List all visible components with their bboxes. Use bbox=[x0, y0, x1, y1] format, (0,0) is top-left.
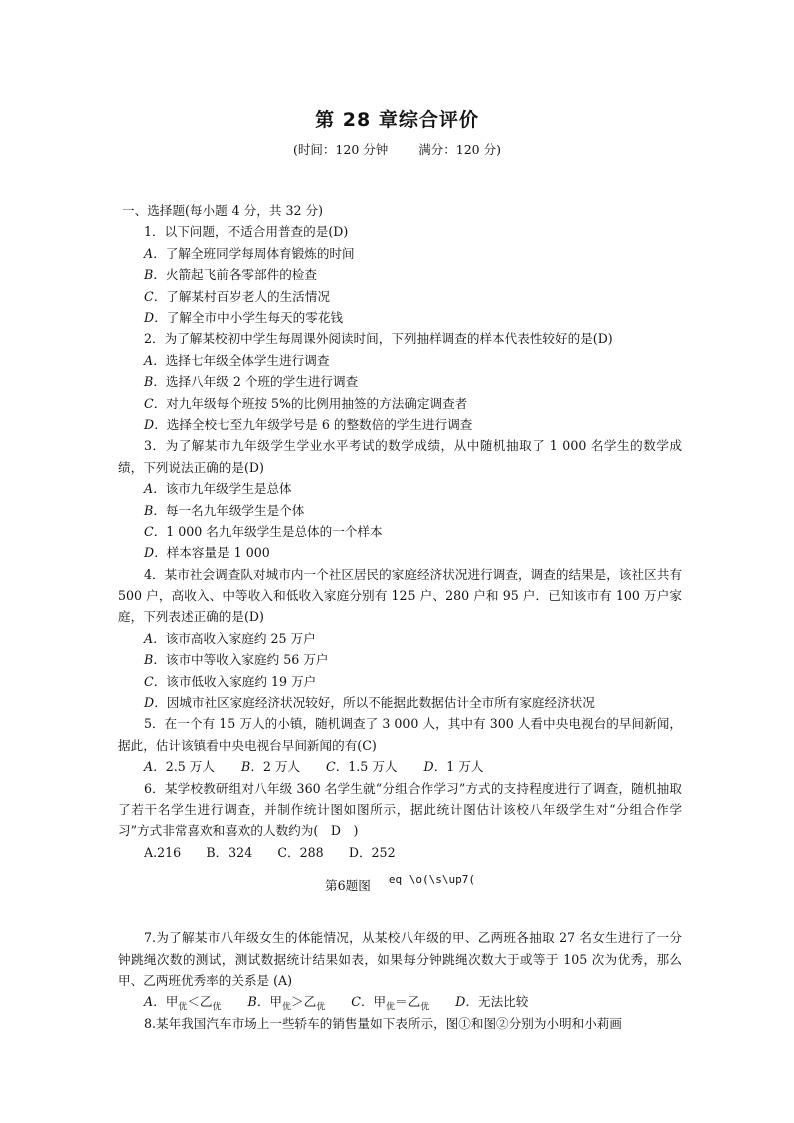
question-3-stem: 3．为了解某市九年级学生学业水平考试的数学成绩，从中随机抽取了 1 000 名学生的数学成绩，下列说法正确的是(D) bbox=[118, 438, 682, 475]
figure-caption: 第6题图 bbox=[325, 878, 371, 894]
question-3-option-c: C．1 000 名九年级学生是总体的一个样本 bbox=[144, 523, 383, 539]
question-2-option-d: D．选择全校七至九年级学号是 6 的整数倍的学生进行调查 bbox=[144, 416, 473, 432]
question-7-options: A．甲$_优$＜乙$_优$ B．甲$_优$＞乙$_优$ C．甲$_优$＝乙$_优$ D．无法比较 bbox=[144, 994, 529, 1013]
page-title: 第 28 章综合评价 bbox=[315, 109, 479, 131]
question-8-stem: 8.某年我国汽车市场上一些轿车的销售量如下表所示，图①和图②分别为小明和小莉画 bbox=[144, 1015, 622, 1031]
question-1-option-b: B．火箭起飞前各零部件的检查 bbox=[144, 267, 317, 283]
figure-field-code: eq \o(\s\up7( bbox=[388, 873, 475, 887]
question-4-stem: 4．某市社会调查队对城市内一个社区居民的家庭经济状况进行调查，调查的结果是，该社区共有 500 户，高收入、中等收入和低收入家庭分别有 125 户、280 户和 95 户．已知该市有 100 万户家庭，下列表述正确的是(D) bbox=[118, 566, 682, 625]
question-2-option-a: A．选择七年级全体学生进行调查 bbox=[144, 352, 330, 368]
question-3-option-a: A．该市九年级学生是总体 bbox=[144, 481, 292, 497]
time-info: (时间：120 分钟 bbox=[293, 142, 389, 157]
question-1-stem: 1．以下问题，不适合用普查的是(D) bbox=[144, 224, 349, 240]
question-4-option-c: C．该市低收入家庭约 19 万户 bbox=[144, 673, 317, 689]
section-heading: 一、选择题(每小题 4 分，共 32 分) bbox=[122, 203, 324, 218]
question-1-option-d: D．了解全市中小学生每天的零花钱 bbox=[144, 309, 344, 325]
question-5-stem: 5．在一个有 15 万人的小镇，随机调查了 3 000 人，其中有 300 人看中央电视台的早间新闻，据此，估计该镇看中央电视台早间新闻的有(C) bbox=[118, 716, 682, 753]
question-1-option-a: A．了解全班同学每周体育锻炼的时间 bbox=[144, 245, 355, 261]
question-2-stem: 2．为了解某校初中学生每周课外阅读时间，下列抽样调查的样本代表性较好的是(D) bbox=[144, 331, 613, 347]
exam-info bbox=[0, 140, 794, 158]
question-6-options: A.216 B．324 C．288 D．252 bbox=[144, 844, 396, 860]
question-4-option-b: B．该市中等收入家庭约 56 万户 bbox=[144, 652, 329, 668]
question-3-option-d: D．样本容量是 1 000 bbox=[144, 545, 270, 561]
question-4-option-a: A．该市高收入家庭约 25 万户 bbox=[144, 630, 316, 646]
question-2-option-c: C．对九年级每个班按 5%的比例用抽签的方法确定调查者 bbox=[144, 395, 468, 411]
question-4-option-d: D．因城市社区家庭经济状况较好，所以不能据此数据估计全市所有家庭经济状况 bbox=[144, 695, 595, 711]
score-info: 满分：120 分) bbox=[418, 142, 501, 157]
question-body bbox=[118, 200, 682, 1034]
question-6-figure bbox=[118, 875, 682, 897]
question-7-stem: 7.为了解某市八年级女生的体能情况，从某校八年级的甲、乙两班各抽取 27 名女生进行了一分钟跳绳次数的测试，测试数据统计结果如表，如果每分钟跳绳次数大于或等于 105 次为优秀，那么甲、乙两班优秀率的关系是 (A) bbox=[118, 930, 682, 989]
question-2-option-b: B．选择八年级 2 个班的学生进行调查 bbox=[144, 374, 359, 390]
question-5-options: A．2.5 万人 B．2 万人 C．1.5 万人 D．1 万人 bbox=[144, 759, 484, 775]
question-6-stem: 6．某学校教研组对八年级 360 名学生就“分组合作学习”方式的支持程度进行了调查，随机抽取了若干名学生进行调查，并制作统计图如图所示，据此统计图估计该校八年级学生对“分组合作学习”方式非常喜欢和喜欢的人数约为( D ) bbox=[118, 780, 682, 839]
question-3-option-b: B．每一名九年级学生是个体 bbox=[144, 502, 305, 518]
question-1-option-c: C．了解某村百岁老人的生活情况 bbox=[144, 288, 330, 304]
